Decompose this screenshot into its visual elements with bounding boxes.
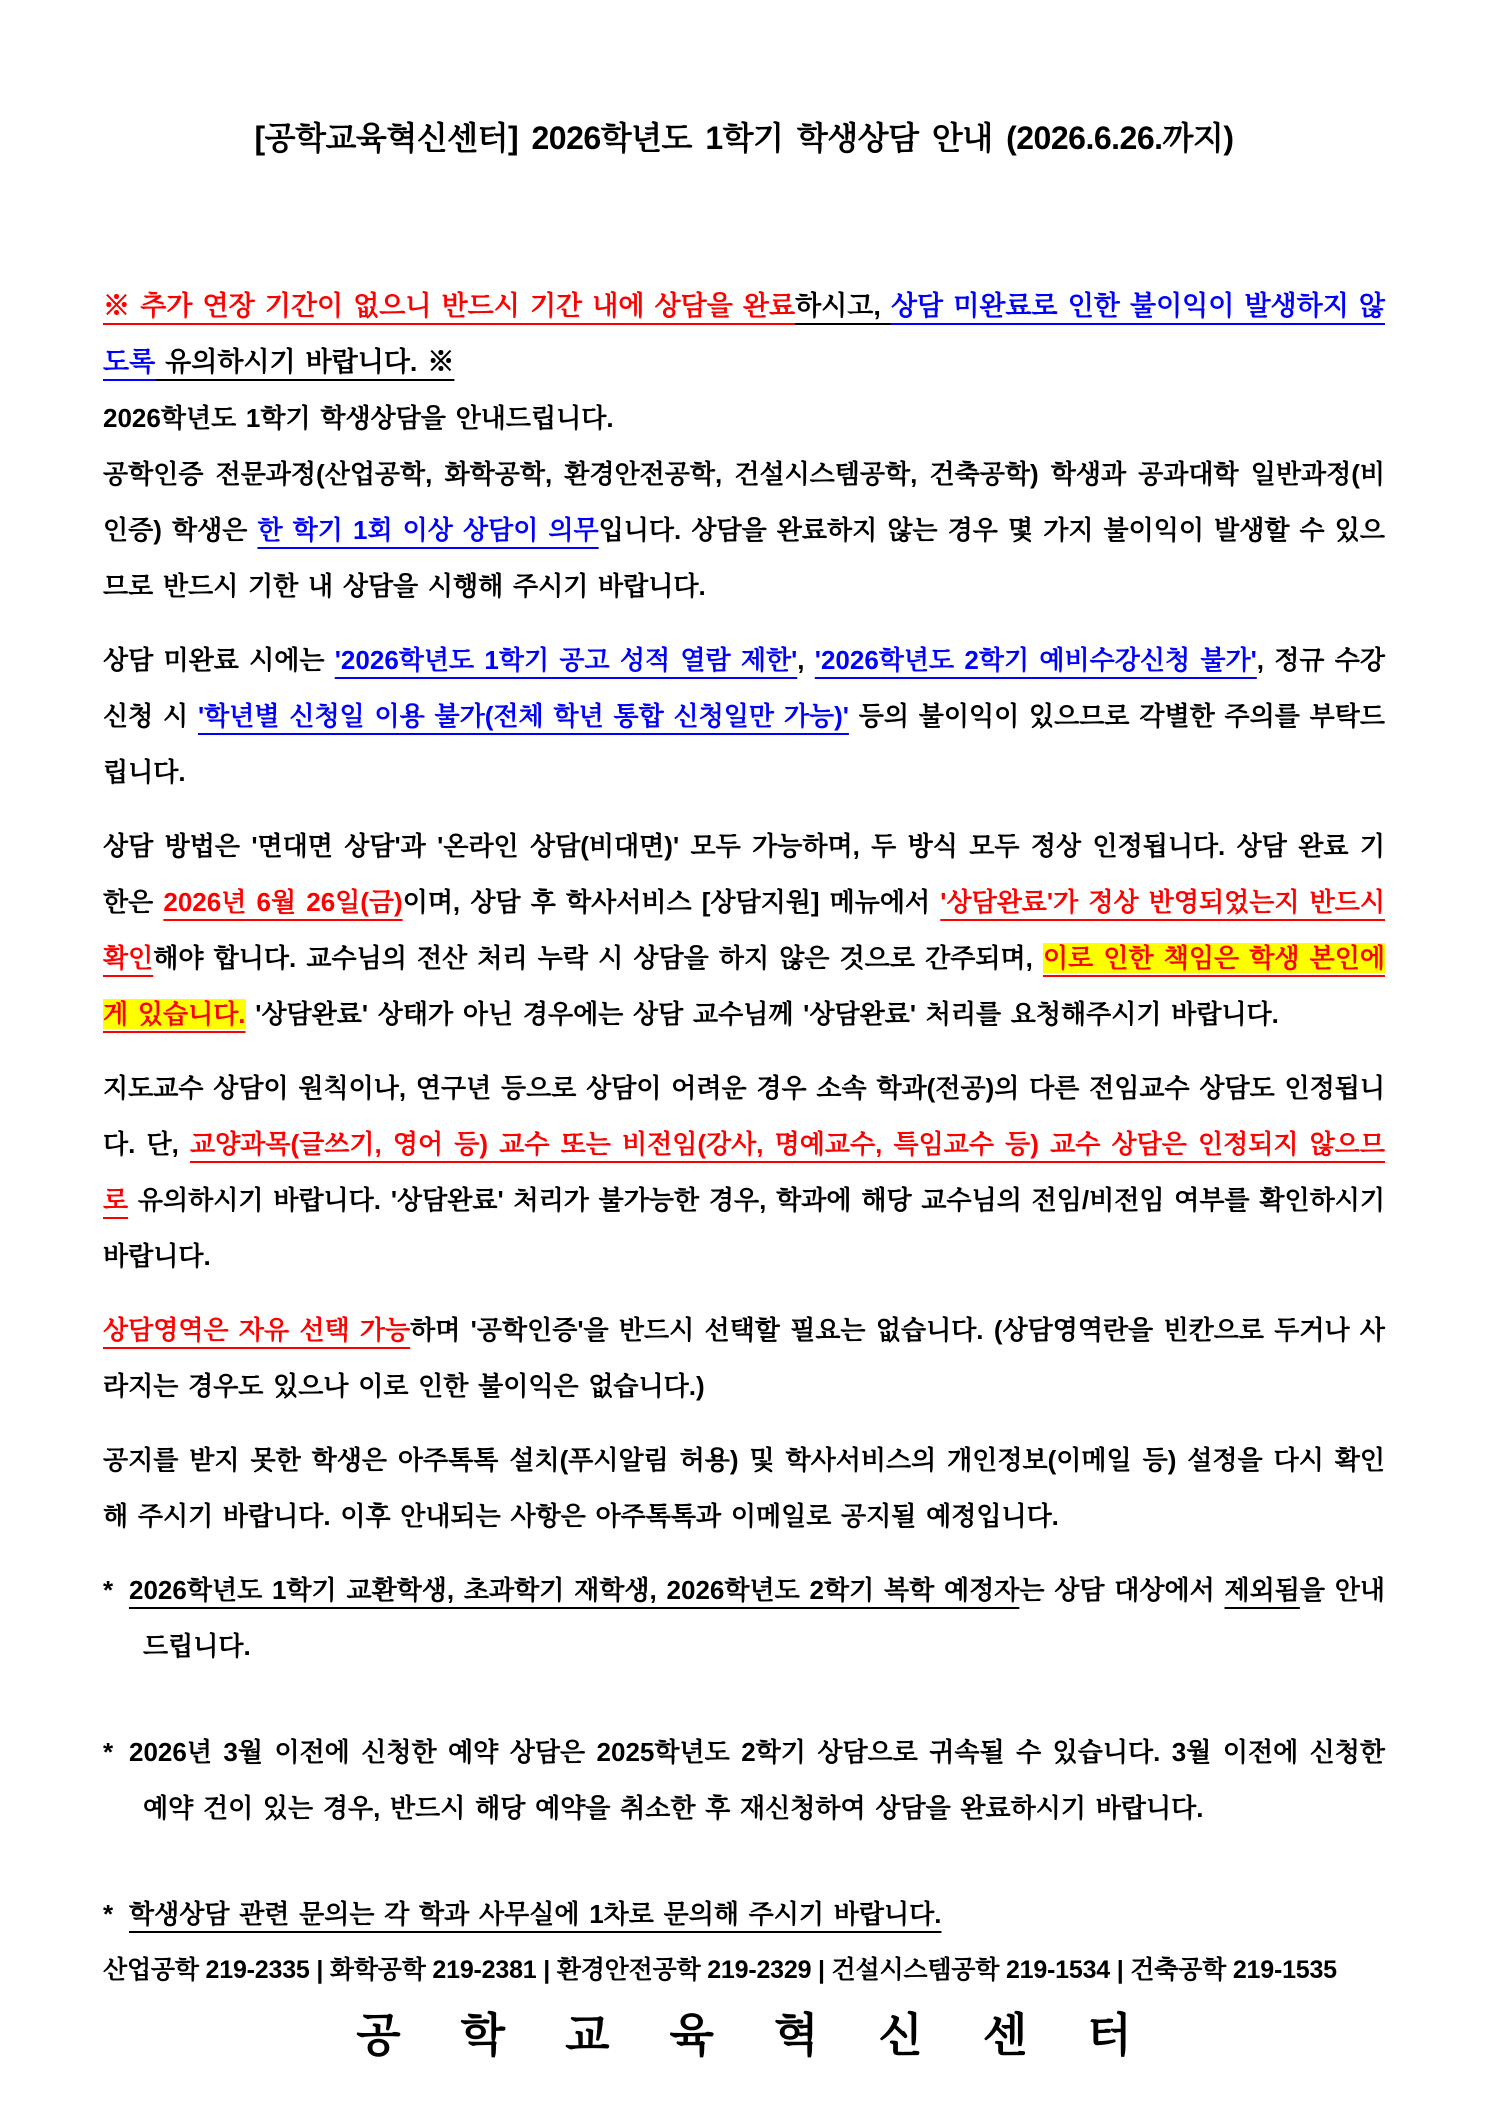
paragraph-penalty bbox=[103, 632, 1385, 800]
text-run: 해야 합니다. 교수님의 전산 처리 누락 시 상담을 하지 않은 것으로 간주되며, bbox=[153, 943, 1043, 973]
emphasis-excluded-word: 제외됨 bbox=[1224, 1575, 1300, 1605]
department-phone-list: 산업공학 219-2335 | 화학공학 219-2381 | 환경안전공학 219-2329 | 건설시스템공학 219-1534 | 건축공학 219-1535 bbox=[103, 1956, 1337, 1984]
intro-greeting-line: 2026학년도 1학기 학생상담을 안내드립니다. bbox=[103, 403, 614, 433]
emphasis-grade-view-limit: '2026학년도 1학기 공고 성적 열람 제한' bbox=[334, 645, 798, 675]
text-run: 공학인증 전문과정(산업공학, 화학공학, 환경안전공학, 건설시스템공학, 건축공학) 학생과 공과대학 일반과정(비인증) 학생은 bbox=[103, 459, 1385, 545]
emphasis-mandatory-counseling: 한 학기 1회 이상 상담이 의무 bbox=[257, 515, 599, 545]
note-reservation bbox=[103, 1724, 1385, 1836]
notice-banner bbox=[103, 278, 1385, 390]
notice-red-text: ※ 추가 연장 기간이 없으니 반드시 기간 내에 상담을 완료 bbox=[103, 291, 796, 321]
text-run: , 정규 수강신청 시 bbox=[103, 645, 1385, 731]
emphasis-not-recognized-professors: 교양과목(글쓰기, 영어 등) 교수 또는 비전임(강사, 명예교수, 특임교수 등) 교수 상담은 인정되지 않으므로 bbox=[103, 1129, 1385, 1215]
emphasis-check-completion: '상담완료'가 정상 반영되었는지 반드시 확인 bbox=[103, 887, 1385, 973]
center-name-footer: 공학교육혁신센터 bbox=[356, 2009, 1192, 2061]
paragraph-counsel-area bbox=[103, 1302, 1385, 1414]
emphasis-deadline-date: 2026년 6월 26일(금) bbox=[163, 887, 403, 917]
text-run: '상담완료' 상태가 아닌 경우에는 상담 교수님께 '상담완료' 처리를 요청해주시기 바랍니다. bbox=[245, 999, 1279, 1029]
paragraph-method bbox=[103, 818, 1385, 1042]
text-run: 지도교수 상담이 원칙이나, 연구년 등으로 상담이 어려운 경우 소속 학과(전공)의 다른 전임교수 상담도 인정됩니다. 단, bbox=[103, 1073, 1385, 1159]
note-exclusion bbox=[103, 1562, 1385, 1674]
notice-black-text-2: 유의하시기 바랍니다. ※ bbox=[155, 347, 455, 377]
paragraph-notification bbox=[103, 1432, 1385, 1544]
note-contact-departments bbox=[103, 1886, 1385, 1942]
emphasis-excluded-students: 2026학년도 1학기 교환학생, 초과학기 재학생, 2026학년도 2학기 복학 예정자 bbox=[129, 1575, 1020, 1605]
paragraph-intro bbox=[103, 390, 1385, 614]
paragraph-advisor bbox=[103, 1060, 1385, 1284]
emphasis-free-choice-area: 상담영역은 자유 선택 가능 bbox=[103, 1315, 411, 1345]
text-run: , bbox=[797, 645, 815, 675]
emphasis-ask-department-office: 학생상담 관련 문의는 각 학과 사무실에 1차로 문의해 주시기 바랍니다. bbox=[129, 1899, 942, 1929]
emphasis-student-responsibility-highlight: 이로 인한 책임은 학생 본인에게 있습니다. bbox=[103, 943, 1385, 1029]
text-run: 하며 '공학인증'을 반드시 선택할 필요는 없습니다. (상담영역란을 빈칸으로 두거나 사라지는 경우도 있으나 이로 인한 불이익은 없습니다.) bbox=[103, 1315, 1385, 1401]
notice-black-text-1: 하시고, bbox=[795, 291, 891, 321]
text-run: 는 상담 대상에서 bbox=[1019, 1575, 1225, 1605]
text-run: 상담 방법은 '면대면 상담'과 '온라인 상담(비대면)' 모두 가능하며, 두 방식 모두 정상 인정됩니다. 상담 완료 기한은 bbox=[103, 831, 1385, 917]
text-run: 공지를 받지 못한 학생은 아주톡톡 설치(푸시알림 허용) 및 학사서비스의 개인정보(이메일 등) 설정을 다시 확인해 주시기 바랍니다. 이후 안내되는 사항은 아주톡톡과 이메일로 공지될 예정입니다. bbox=[103, 1445, 1385, 1531]
text-run: 2026년 3월 이전에 신청한 예약 상담은 2025학년도 2학기 상담으로 귀속될 수 있습니다. 3월 이전에 신청한 예약 건이 있는 경우, 반드시 해당 예약을 취소한 후 재신청하여 상담을 완료하시기 바랍니다. bbox=[129, 1737, 1385, 1823]
text-run: 상담 미완료 시에는 bbox=[103, 645, 335, 675]
asterisk-bullet: * bbox=[103, 1899, 114, 1929]
text-run: 등의 불이익이 있으므로 각별한 주의를 부탁드립니다. bbox=[103, 701, 1386, 787]
asterisk-bullet: * bbox=[103, 1575, 114, 1605]
text-run: 유의하시기 바랍니다. '상담완료' 처리가 불가능한 경우, 학과에 해당 교수님의 전임/비전임 여부를 확인하시기 바랍니다. bbox=[103, 1185, 1385, 1271]
page-title: [공학교육혁신센터] 2026학년도 1학기 학생상담 안내 (2026.6.26.까지) bbox=[254, 120, 1234, 156]
emphasis-pre-registration-ban: '2026학년도 2학기 예비수강신청 불가' bbox=[814, 645, 1257, 675]
text-run: 입니다. 상담을 완료하지 않는 경우 몇 가지 불이익이 발생할 수 있으므로 반드시 기한 내 상담을 시행해 주시기 바랍니다. bbox=[103, 515, 1386, 601]
text-run: 이며, 상담 후 학사서비스 [상담지원] 메뉴에서 bbox=[402, 887, 941, 917]
emphasis-registration-day-ban: '학년별 신청일 이용 불가(전체 학년 통합 신청일만 가능)' bbox=[197, 701, 849, 731]
notice-blue-text: 상담 미완료로 인한 불이익이 발생하지 않도록 bbox=[103, 291, 1385, 377]
asterisk-bullet: * bbox=[103, 1737, 114, 1767]
text-run: 을 안내드립니다. bbox=[143, 1575, 1386, 1661]
